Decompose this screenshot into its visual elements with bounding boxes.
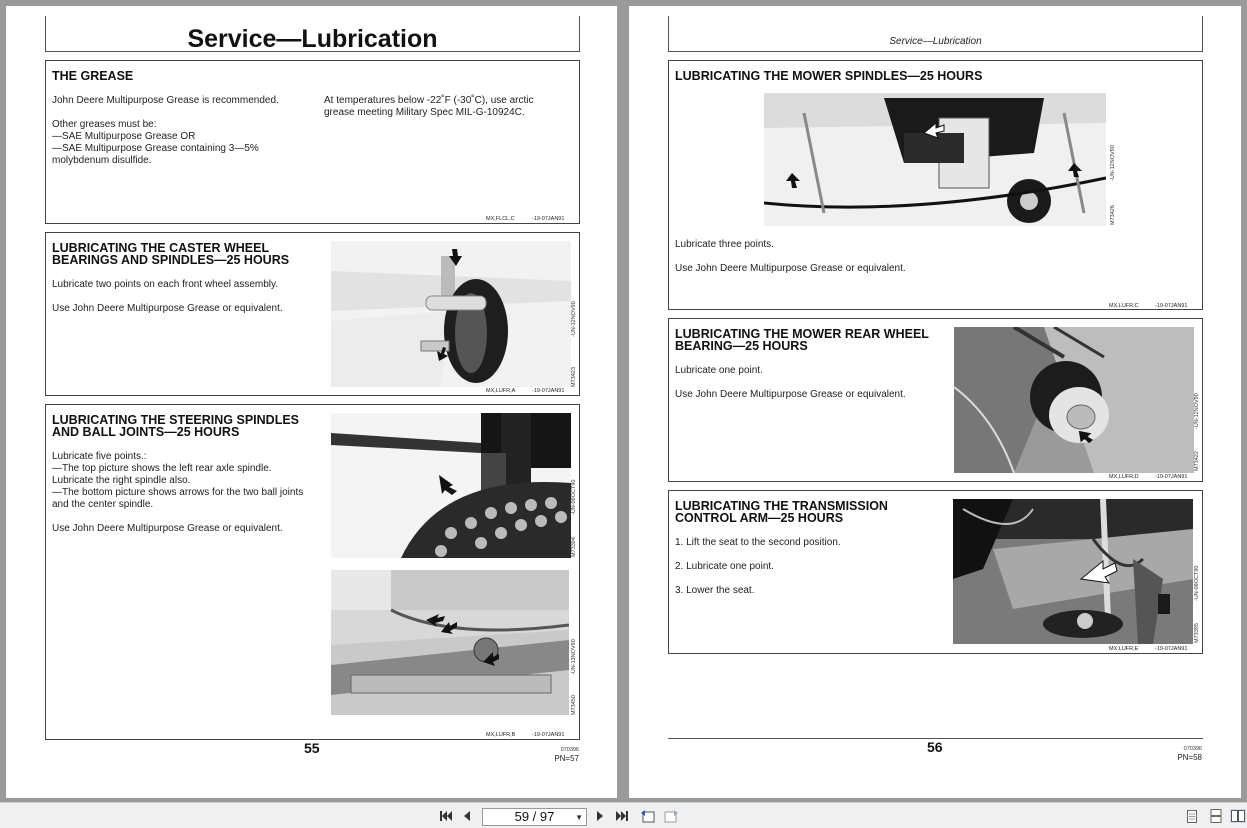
photo-code: -UN-12NOV90: [571, 301, 577, 337]
section-body: Lubricate three points. Use John Deere Multipurpose Grease or equivalent.: [675, 239, 906, 274]
photo-code: -UN-09OCT90: [571, 479, 577, 515]
section-title: LUBRICATING THE STEERING SPINDLES AND BALL JOINTS—25 HOURS: [52, 413, 300, 439]
dropdown-arrow-icon[interactable]: ▼: [575, 813, 583, 822]
page-title: Service—Lubrication: [889, 36, 982, 47]
footer-date: -19-07JAN91: [532, 216, 565, 222]
footer-code: MX,FLCL,C: [486, 216, 515, 222]
footer-code: MX,LUFR,E: [1109, 646, 1139, 652]
photo-id: M73423: [571, 367, 577, 387]
left-page: [6, 6, 617, 798]
photo-id: M73426: [1110, 205, 1116, 225]
transmission-photo: [953, 499, 1193, 644]
pn-number: PN=58: [1177, 753, 1202, 762]
mower-spindles-photo: [764, 93, 1106, 226]
section-body: Lubricate five points.: —The top picture shows the left rear axle spindle. Lubricate the right spindle also. —The bottom picture shows arrows for the two ball joints and the center spindle. Use John Deere Multipurpose Grease or equivalent.: [52, 451, 304, 534]
caster-wheel-photo: [331, 241, 571, 387]
photo-code: -UN-12NOV90: [1194, 393, 1200, 429]
footer-date: -19-07JAN91: [1155, 303, 1188, 309]
pn-number: PN=57: [554, 754, 579, 763]
viewer-toolbar: [0, 802, 1247, 828]
photo-id: M73395: [1194, 623, 1200, 643]
photo-id: M73422: [1194, 451, 1200, 471]
go-back-icon[interactable]: [640, 809, 656, 823]
prev-page-icon[interactable]: [461, 809, 473, 823]
footer-date: -19-07JAN91: [1155, 474, 1188, 480]
section-title: LUBRICATING THE TRANSMISSION CONTROL ARM—25 HOURS: [675, 499, 888, 525]
section-mower-rear-wheel: [668, 318, 1203, 482]
page-number-field[interactable]: [482, 808, 587, 826]
photo-code: -UN-13NOV90: [571, 639, 577, 675]
section-body: Lubricate one point. Use John Deere Multipurpose Grease or equivalent.: [675, 365, 906, 400]
axle-spindle-photo: [331, 413, 571, 558]
footer-code: MX,LUFR,C: [1109, 303, 1139, 309]
section-body: 1. Lift the seat to the second position. 2. Lubricate one point. 3. Lower the seat.: [675, 537, 841, 596]
section-steering-spindles: [45, 404, 580, 740]
go-forward-icon[interactable]: [663, 809, 679, 823]
page-title: Service—Lubrication: [187, 25, 438, 53]
section-body-col2: At temperatures below -22˚F (-30˚C), use arctic grease meeting Military Spec MIL-G-10924C.: [324, 95, 534, 118]
section-body: John Deere Multipurpose Grease is recommended. Other greases must be: —SAE Multipurpose Grease OR —SAE Multipurpose Grease containing 3—5% molybdenum disulfide.: [52, 95, 279, 166]
first-page-icon[interactable]: [439, 809, 453, 823]
photo-id: M73450: [571, 695, 577, 715]
single-page-view-icon[interactable]: [1186, 809, 1198, 823]
page-code: 070396: [560, 747, 579, 753]
section-title: LUBRICATING THE CASTER WHEEL BEARINGS AND SPINDLES—25 HOURS: [52, 241, 290, 267]
photo-code: -UN-12NOV90: [1110, 145, 1116, 181]
section-transmission-arm: [668, 490, 1203, 654]
two-page-view-icon[interactable]: [1230, 809, 1246, 823]
ball-joints-photo: [331, 570, 569, 715]
right-page: [629, 6, 1241, 798]
section-the-grease: [45, 60, 580, 224]
page-code: 070396: [1183, 746, 1202, 752]
next-page-icon[interactable]: [594, 809, 606, 823]
page-number: 56: [927, 739, 943, 755]
last-page-icon[interactable]: [615, 809, 629, 823]
footer-date: -19-07JAN91: [532, 388, 565, 394]
footer-date: -19-07JAN91: [532, 732, 565, 738]
header-box: [45, 16, 580, 52]
section-title: LUBRICATING THE MOWER SPINDLES—25 HOURS: [675, 69, 983, 83]
rear-wheel-photo: [954, 327, 1194, 473]
section-mower-spindles: [668, 60, 1203, 310]
page-indicator: 59 / 97: [514, 809, 555, 824]
header-box: [668, 16, 1203, 52]
section-title: LUBRICATING THE MOWER REAR WHEEL BEARING—25 HOURS: [675, 327, 929, 353]
footer-code: MX,LUFR,A: [486, 388, 516, 394]
section-caster-wheel: [45, 232, 580, 396]
photo-id: M73394: [571, 537, 577, 557]
footer-code: MX,LUFR,B: [486, 732, 516, 738]
section-body: Lubricate two points on each front wheel assembly. Use John Deere Multipurpose Grease or equivalent.: [52, 279, 283, 314]
page-number: 55: [304, 740, 320, 756]
photo-code: -UN-09OCT90: [1194, 565, 1200, 601]
section-title: THE GREASE: [52, 69, 134, 83]
continuous-view-icon[interactable]: [1209, 809, 1223, 823]
footer-date: -19-07JAN91: [1155, 646, 1188, 652]
footer-code: MX,LUFR,D: [1109, 474, 1139, 480]
